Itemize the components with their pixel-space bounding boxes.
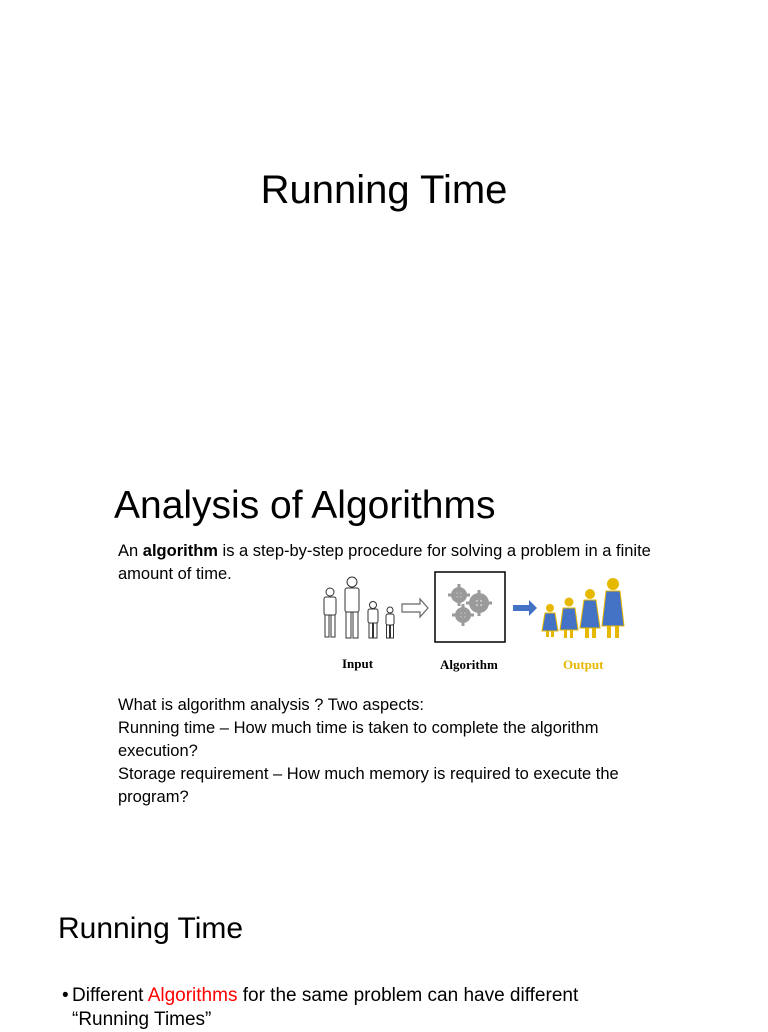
bullet-dot-icon: • [62, 985, 69, 1006]
definition-prefix: An [118, 542, 139, 560]
analysis-line: Running time – How much time is taken to complete the algorithm [118, 719, 599, 737]
slide3-title: Running Time [58, 912, 244, 945]
definition-text: is a step-by-step procedure for solving a problem in a finite amount of time. [118, 542, 651, 583]
analysis-line: Storage requirement – How much memory is required to execute the [118, 765, 619, 783]
input-people-icon [324, 577, 394, 638]
bullet-item [62, 984, 578, 1032]
slide1-title: Running Time [260, 168, 508, 212]
input-label: Input [342, 656, 374, 671]
hollow-arrow-icon [402, 599, 428, 617]
analysis-line: What is algorithm analysis ? Two aspects: [118, 696, 424, 714]
bullet-text-part1: Different [72, 985, 144, 1006]
output-arrow-icon [513, 600, 537, 616]
output-people-icon [542, 578, 624, 638]
bullet-highlight: Algorithms [147, 985, 238, 1006]
analysis-text [118, 694, 718, 809]
algorithm-label: Algorithm [440, 657, 498, 672]
output-label: Output [563, 657, 604, 672]
bullet-text-line2: “Running Times” [72, 1009, 212, 1030]
analysis-line: execution? [118, 742, 198, 760]
bullet-text-part2: for the same problem can have different [242, 985, 579, 1006]
definition-term: algorithm [142, 542, 218, 560]
analysis-line: program? [118, 788, 189, 806]
slide2-title: Analysis of Algorithms [114, 484, 496, 527]
